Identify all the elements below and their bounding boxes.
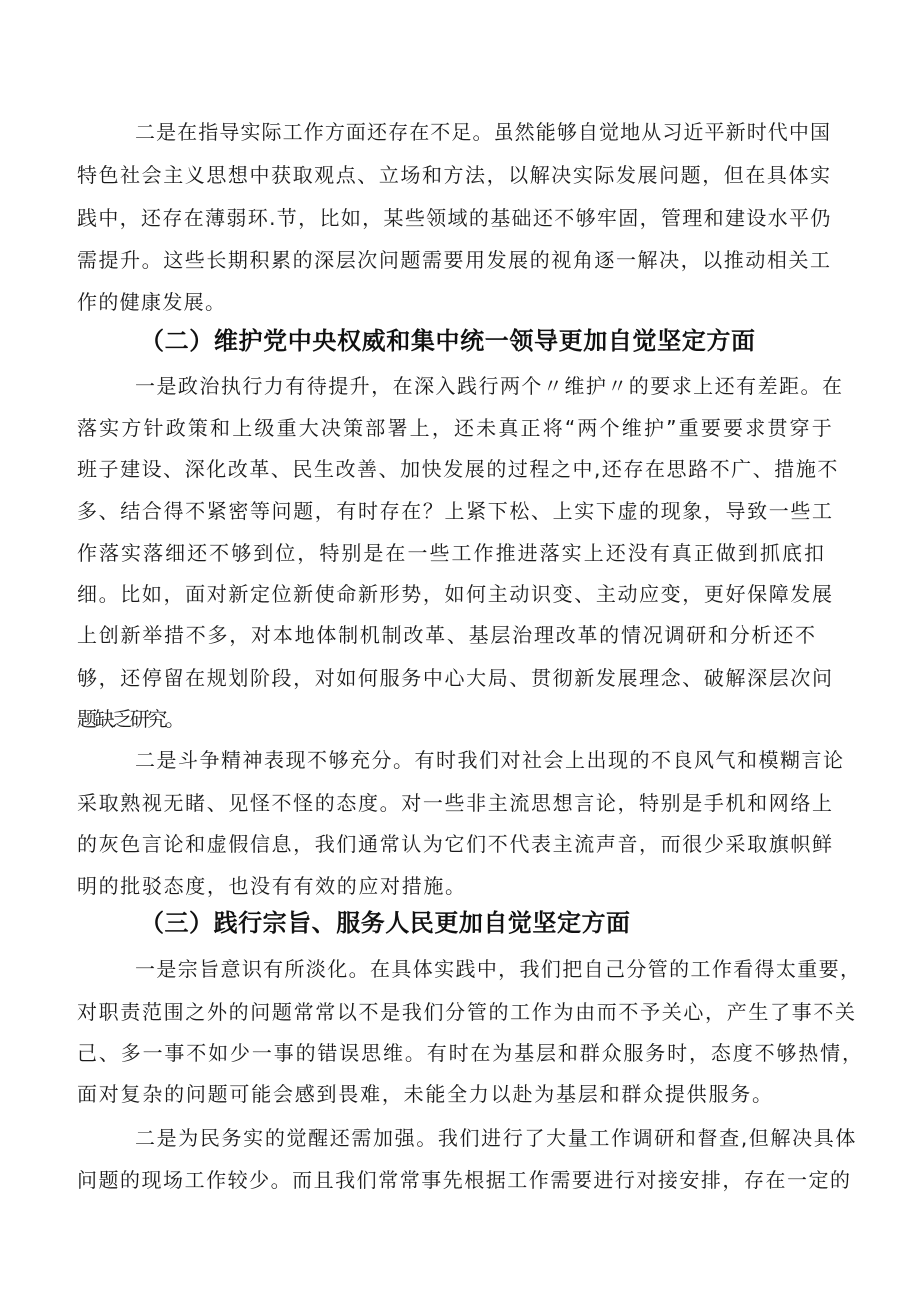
text-line: 明的批驳态度，也没有有效的应对措施。 [77,874,467,898]
text-line: 采取熟视无睹、见怪不怪的态度。对一些非主流思想言论，特别是手机和网络上 [77,791,834,815]
text-line: 二是斗争精神表现不够充分。有时我们对社会上出现的不良风气和模糊言论 [135,748,845,772]
text-line: 细。比如，面对新定位新使命新形势，如何主动识变、主动应变，更好保障发展 [77,582,834,606]
text-line: 对职责范围之外的问题常常以不是我们分管的工作为由而不予关心，产生了事不关 [77,1000,857,1024]
text-line: 己、多一事不如少一事的错误思维。有时在为基层和群众服务时，态度不够热情， [77,1041,864,1065]
text-line: 作的健康发展。 [77,290,227,314]
text-line: 够，还停留在规划阶段，对如何服务中心大局、贯彻新发展理念、破解深层次问 [77,666,834,690]
text-line: 落实方针政策和上级重大决策部署上，还未真正将“两个维护”重要要求贯穿于 [77,416,834,440]
text-line: 二是在指导实际工作方面还存在不足。虽然能够自觉地从习近平新时代中国 [135,120,832,144]
text-line: 题缺乏研究。 [77,707,183,731]
text-line: 上创新举措不多，对本地体制机制改革、基层治理改革的情况调研和分析还不 [77,623,817,647]
text-line: 多、结合得不紧密等问题，有时存在？上紧下松、上实下虚的现象，导致一些工 [77,499,834,523]
text-line: 面对复杂的问题可能会感到畏难，未能全力以赴为基层和群众提供服务。 [77,1082,774,1106]
text-line: 班子建设、深化改革、民生改善、加快发展的过程之中,还存在思路不广、措施不 [77,457,839,481]
text-line: 践中，还存在薄弱环.节，比如，某些领域的基础还不够牢固，管理和建设水平仍 [77,206,832,230]
text-line: 一是政治执行力有待提升，在深入践行两个〃维护〃的要求上还有差距。在 [135,374,844,398]
text-line: 需提升。这些长期积累的深层次问题需要用发展的视角逐一解决，以推动相关工 [77,248,832,272]
text-line: 特色社会主义思想中获取观点、立场和方法，以解决实际发展问题，但在具体实 [77,163,832,187]
text-line: 二是为民务实的觉醒还需加强。我们进行了大量工作调研和督查,但解决具体 [135,1126,857,1150]
text-line: 作落实落细还不够到位，特别是在一些工作推进落实上还没有真正做到抓底扣 [77,541,827,565]
text-line: 问题的现场工作较少。而且我们常常事先根据工作需要进行对接安排，存在一定的 [77,1168,852,1192]
section-heading: （二）维护党中央权威和集中统一领导更加自觉坚定方面 [140,327,756,355]
text-line: 的灰色言论和虚假信息，我们通常认为它们不代表主流声音，而很少采取旗帜鲜 [77,832,834,856]
section-heading: （三）践行宗旨、服务人民更加自觉坚定方面 [140,909,631,937]
text-line: 一是宗旨意识有所淡化。在具体实践中，我们把自己分管的工作看得太重要， [135,957,862,981]
